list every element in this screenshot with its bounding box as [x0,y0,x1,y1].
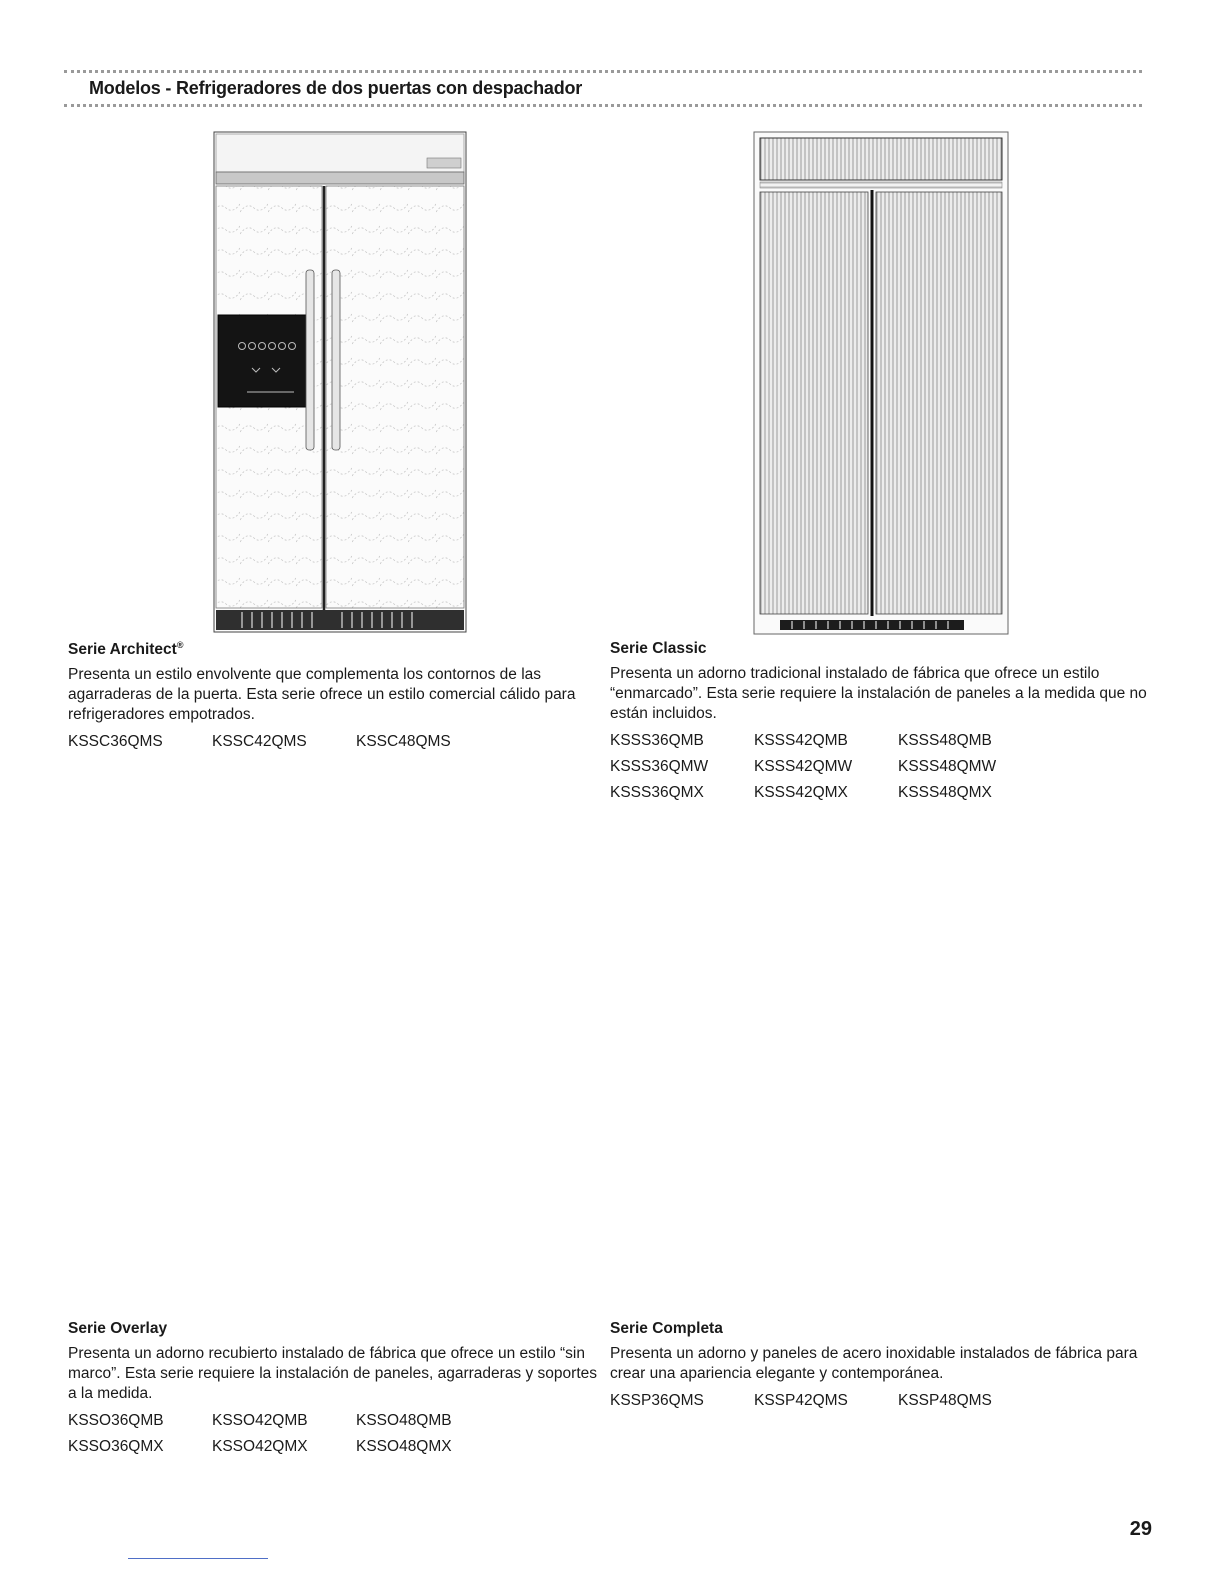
footer-rule [128,1558,268,1559]
series-completa-description: Presenta un adorno y paneles de acero inoxidable instalados de fábrica para crear una apariencia elegante y contemporánea. [610,1345,1138,1382]
model-number: KSSO42QMB [212,1412,308,1429]
model-number: KSSS48QMX [898,784,992,801]
model-number: KSSO48QMB [356,1412,452,1429]
model-number: KSSS36QMB [610,732,704,749]
series-overlay-name: Serie Overlay [68,1320,168,1337]
model-number: KSSS36QMW [610,758,709,775]
registered-mark: ® [176,640,184,650]
model-row [68,729,608,755]
series-overlay [68,1320,608,1460]
model-number: KSSP36QMS [610,1392,704,1409]
model-row [610,728,1150,754]
model-number: KSSS36QMX [610,784,704,801]
architect-refrigerator-illustration [212,130,470,636]
page-title: Modelos - Refrigeradores de dos puertas con despachador [89,78,583,98]
model-row [68,1434,608,1460]
model-number: KSSO42QMX [212,1438,308,1455]
series-classic-name: Serie Classic [610,640,707,657]
model-row [610,780,1150,806]
model-row [610,754,1150,780]
series-completa [610,1320,1150,1414]
series-architect-description: Presenta un estilo envolvente que complementa los contornos de las agarraderas de la puerta. Esta serie ofrece un estilo comercial cálido para refrigeradores empotrados. [68,666,576,724]
series-overlay-description: Presenta un adorno recubierto instalado de fábrica que ofrece un estilo “sin marco”. Esta serie requiere la instalación de paneles, agarraderas y soportes a la medida. [68,1345,597,1402]
header-rule-bottom [64,104,1142,107]
model-number: KSSS48QMW [898,758,997,775]
header-rule-top [64,70,1142,73]
page-number: 29 [1129,1518,1152,1540]
model-number: KSSC42QMS [212,733,307,751]
series-classic-description: Presenta un adorno tradicional instalado de fábrica que ofrece un estilo “enmarcado”. Esta serie requiere la instalación de paneles a la medida que no están incluidos. [610,665,1147,722]
model-number: KSSP42QMS [754,1392,848,1409]
series-architect [68,640,608,755]
model-number: KSSO36QMB [68,1412,164,1429]
model-number: KSSS42QMX [754,784,848,801]
model-number: KSSC36QMS [68,733,163,751]
series-completa-name: Serie Completa [610,1320,723,1337]
model-number: KSSP48QMS [898,1392,992,1409]
model-number: KSSC48QMS [356,733,451,751]
series-classic [610,640,1150,806]
classic-refrigerator-illustration [752,130,1012,636]
model-number: KSSS48QMB [898,732,992,749]
series-architect-name: Serie Architect® [68,640,184,659]
model-number: KSSO48QMX [356,1438,452,1455]
model-row [68,1408,608,1434]
model-number: KSSS42QMW [754,758,853,775]
model-number: KSSO36QMX [68,1438,164,1455]
model-row [610,1388,1150,1414]
model-number: KSSS42QMB [754,732,848,749]
